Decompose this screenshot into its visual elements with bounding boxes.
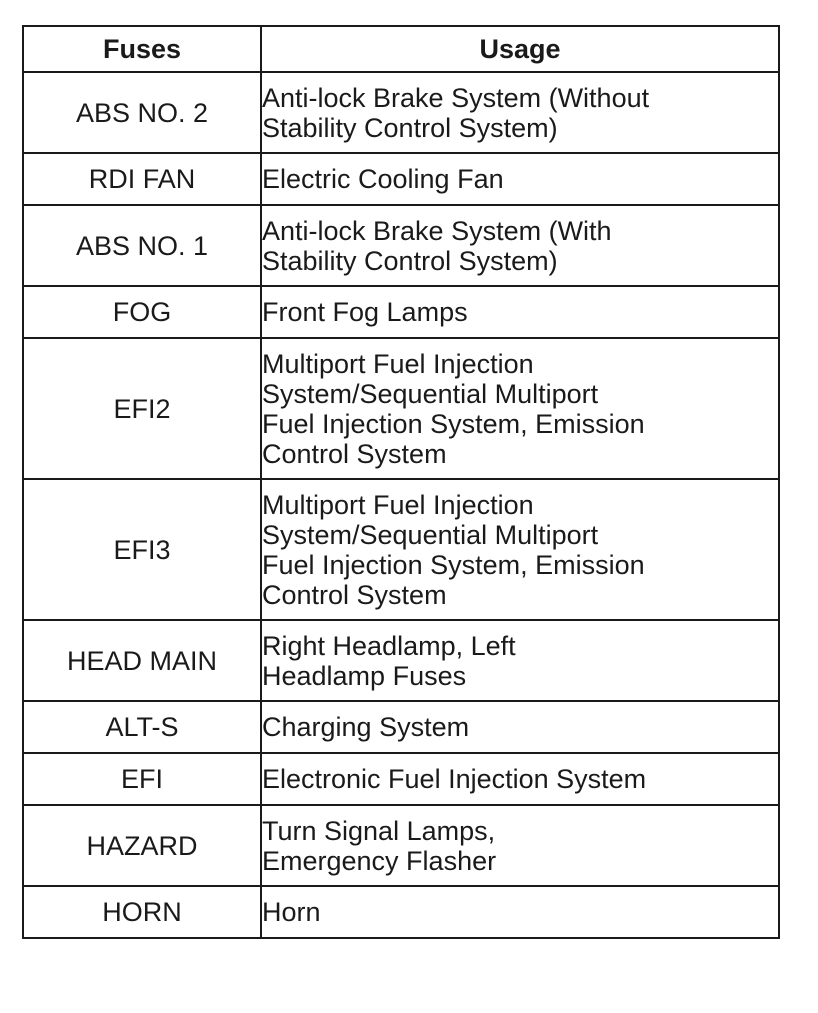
fuse-name: HORN xyxy=(23,886,261,938)
usage-text-line: Electronic Fuel Injection System xyxy=(262,764,647,794)
table-header-row xyxy=(23,26,779,72)
usage-text-line: Turn Signal Lamps, xyxy=(262,815,496,846)
usage-text-line: Anti-lock Brake System (With xyxy=(262,215,612,246)
usage-text-line: Front Fog Lamps xyxy=(262,297,468,327)
fuse-usage xyxy=(261,479,779,620)
usage-text-line: Electric Cooling Fan xyxy=(262,164,504,194)
fuses-column-header: Fuses xyxy=(23,26,261,72)
fuse-usage xyxy=(261,620,779,701)
usage-text-line: System/Sequential Multiport xyxy=(262,378,599,409)
usage-text-line: Emergency Flasher xyxy=(262,845,497,876)
table-row xyxy=(23,286,779,338)
fuse-name: EFI3 xyxy=(23,479,261,620)
usage-column-header: Usage xyxy=(261,26,779,72)
table-row xyxy=(23,701,779,753)
usage-text-line: Multiport Fuel Injection xyxy=(262,348,534,379)
usage-text-line: Charging System xyxy=(262,712,470,742)
usage-text-line: Right Headlamp, Left xyxy=(262,630,516,661)
fuse-usage-table xyxy=(22,25,780,939)
usage-text-line: Anti-lock Brake System (Without xyxy=(262,82,650,113)
fuse-name: RDI FAN xyxy=(23,153,261,205)
table-row xyxy=(23,153,779,205)
usage-text-line: System/Sequential Multiport xyxy=(262,519,599,550)
usage-text-line: Stability Control System) xyxy=(262,245,558,276)
table-row xyxy=(23,886,779,938)
usage-text-line: Control System xyxy=(262,579,447,610)
fuse-usage xyxy=(261,753,779,805)
usage-text-line: Headlamp Fuses xyxy=(262,660,467,691)
fuse-usage xyxy=(261,72,779,153)
usage-text-line: Stability Control System) xyxy=(262,112,558,143)
usage-text-line: Control System xyxy=(262,438,447,469)
fuse-name: EFI2 xyxy=(23,338,261,479)
fuse-name: ABS NO. 2 xyxy=(23,72,261,153)
fuse-usage xyxy=(261,701,779,753)
usage-text-line: Fuel Injection System, Emission xyxy=(262,549,645,580)
fuse-usage xyxy=(261,886,779,938)
fuse-usage xyxy=(261,338,779,479)
table-row xyxy=(23,753,779,805)
table-row xyxy=(23,338,779,479)
table-row xyxy=(23,72,779,153)
usage-text-line: Fuel Injection System, Emission xyxy=(262,408,645,439)
fuse-usage xyxy=(261,805,779,886)
fuse-name: EFI xyxy=(23,753,261,805)
fuse-usage xyxy=(261,153,779,205)
fuse-usage xyxy=(261,205,779,286)
fuse-name: ALT-S xyxy=(23,701,261,753)
fuse-name: FOG xyxy=(23,286,261,338)
table-row xyxy=(23,479,779,620)
table-row xyxy=(23,805,779,886)
table-row xyxy=(23,620,779,701)
fuse-name: ABS NO. 1 xyxy=(23,205,261,286)
fuse-name: HAZARD xyxy=(23,805,261,886)
usage-text-line: Horn xyxy=(262,897,321,927)
fuse-name: HEAD MAIN xyxy=(23,620,261,701)
fuse-usage xyxy=(261,286,779,338)
usage-text-line: Multiport Fuel Injection xyxy=(262,489,534,520)
table-row xyxy=(23,205,779,286)
